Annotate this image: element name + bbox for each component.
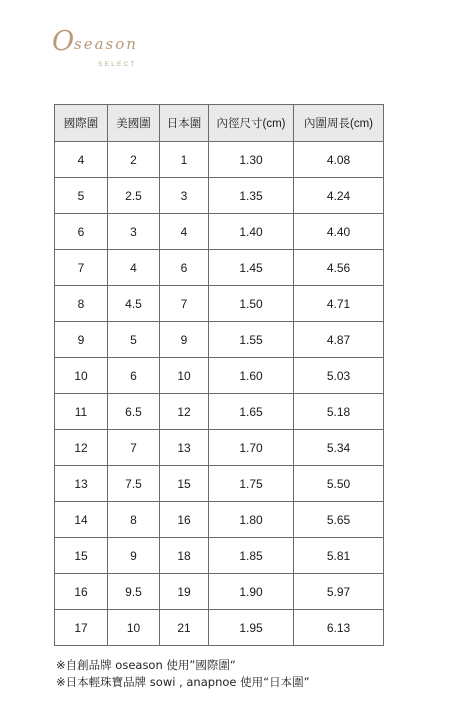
table-row [55, 250, 384, 286]
logo-subtitle: SELECT [98, 62, 137, 68]
table-header-row [55, 105, 384, 142]
table-body [55, 142, 384, 646]
cell-inner-circumference: 5.50 [294, 466, 384, 502]
cell-japan-size: 18 [160, 538, 209, 574]
cell-inner-circumference: 5.81 [294, 538, 384, 574]
table-row [55, 358, 384, 394]
cell-international-size: 17 [55, 610, 108, 646]
cell-international-size: 4 [55, 142, 108, 178]
note-japan-brands: ※日本輕珠寶品牌 sowi , anapnoe 使用“日本圍” [56, 675, 310, 689]
cell-inner-diameter: 1.65 [209, 394, 294, 430]
header-us-size: 美國圍 [108, 105, 160, 142]
cell-japan-size: 16 [160, 502, 209, 538]
table-row [55, 538, 384, 574]
cell-japan-size: 7 [160, 286, 209, 322]
cell-international-size: 5 [55, 178, 108, 214]
cell-us-size: 10 [108, 610, 160, 646]
cell-inner-circumference: 4.56 [294, 250, 384, 286]
cell-international-size: 9 [55, 322, 108, 358]
table-row [55, 178, 384, 214]
cell-inner-diameter: 1.85 [209, 538, 294, 574]
cell-japan-size: 3 [160, 178, 209, 214]
cell-international-size: 7 [55, 250, 108, 286]
cell-inner-diameter: 1.30 [209, 142, 294, 178]
cell-inner-diameter: 1.90 [209, 574, 294, 610]
cell-us-size: 6 [108, 358, 160, 394]
header-japan-size: 日本圍 [160, 105, 209, 142]
cell-international-size: 15 [55, 538, 108, 574]
header-international-size: 國際圍 [55, 105, 108, 142]
cell-japan-size: 9 [160, 322, 209, 358]
table-row [55, 430, 384, 466]
cell-japan-size: 15 [160, 466, 209, 502]
cell-international-size: 10 [55, 358, 108, 394]
cell-inner-circumference: 4.40 [294, 214, 384, 250]
cell-inner-circumference: 4.24 [294, 178, 384, 214]
cell-inner-diameter: 1.45 [209, 250, 294, 286]
cell-us-size: 4 [108, 250, 160, 286]
cell-japan-size: 1 [160, 142, 209, 178]
cell-us-size: 7.5 [108, 466, 160, 502]
cell-us-size: 3 [108, 214, 160, 250]
cell-international-size: 8 [55, 286, 108, 322]
table-row [55, 286, 384, 322]
cell-inner-diameter: 1.55 [209, 322, 294, 358]
table-row [55, 394, 384, 430]
cell-inner-circumference: 5.03 [294, 358, 384, 394]
cell-japan-size: 6 [160, 250, 209, 286]
table-row [55, 322, 384, 358]
cell-inner-circumference: 4.87 [294, 322, 384, 358]
cell-inner-diameter: 1.95 [209, 610, 294, 646]
cell-us-size: 8 [108, 502, 160, 538]
cell-inner-circumference: 6.13 [294, 610, 384, 646]
cell-us-size: 9 [108, 538, 160, 574]
cell-international-size: 16 [55, 574, 108, 610]
cell-us-size: 2 [108, 142, 160, 178]
header-inner-circumference: 內圍周長(cm) [294, 105, 384, 142]
cell-japan-size: 21 [160, 610, 209, 646]
ring-size-table [54, 104, 384, 646]
cell-us-size: 6.5 [108, 394, 160, 430]
brand-logo [52, 28, 172, 74]
table-row [55, 502, 384, 538]
cell-japan-size: 12 [160, 394, 209, 430]
cell-inner-diameter: 1.80 [209, 502, 294, 538]
cell-international-size: 12 [55, 430, 108, 466]
cell-inner-circumference: 5.18 [294, 394, 384, 430]
notes [56, 657, 310, 691]
cell-japan-size: 13 [160, 430, 209, 466]
cell-international-size: 14 [55, 502, 108, 538]
cell-us-size: 7 [108, 430, 160, 466]
note-oseason: ※自創品牌 oseason 使用”國際圍“ [56, 658, 236, 672]
cell-inner-circumference: 5.65 [294, 502, 384, 538]
cell-inner-circumference: 4.08 [294, 142, 384, 178]
cell-inner-circumference: 4.71 [294, 286, 384, 322]
header-inner-diameter: 內徑尺寸(cm) [209, 105, 294, 142]
table-row [55, 466, 384, 502]
cell-international-size: 6 [55, 214, 108, 250]
cell-inner-circumference: 5.97 [294, 574, 384, 610]
table-row [55, 610, 384, 646]
cell-international-size: 11 [55, 394, 108, 430]
cell-us-size: 5 [108, 322, 160, 358]
cell-japan-size: 10 [160, 358, 209, 394]
cell-japan-size: 19 [160, 574, 209, 610]
cell-inner-diameter: 1.75 [209, 466, 294, 502]
cell-inner-diameter: 1.40 [209, 214, 294, 250]
table-row [55, 574, 384, 610]
cell-international-size: 13 [55, 466, 108, 502]
cell-inner-diameter: 1.35 [209, 178, 294, 214]
cell-japan-size: 4 [160, 214, 209, 250]
cell-inner-circumference: 5.34 [294, 430, 384, 466]
cell-us-size: 9.5 [108, 574, 160, 610]
table-row [55, 214, 384, 250]
cell-inner-diameter: 1.60 [209, 358, 294, 394]
cell-inner-diameter: 1.50 [209, 286, 294, 322]
cell-us-size: 4.5 [108, 286, 160, 322]
logo-wordmark: season [74, 35, 138, 53]
logo-initial: O [52, 26, 75, 57]
cell-inner-diameter: 1.70 [209, 430, 294, 466]
cell-us-size: 2.5 [108, 178, 160, 214]
table-row [55, 142, 384, 178]
